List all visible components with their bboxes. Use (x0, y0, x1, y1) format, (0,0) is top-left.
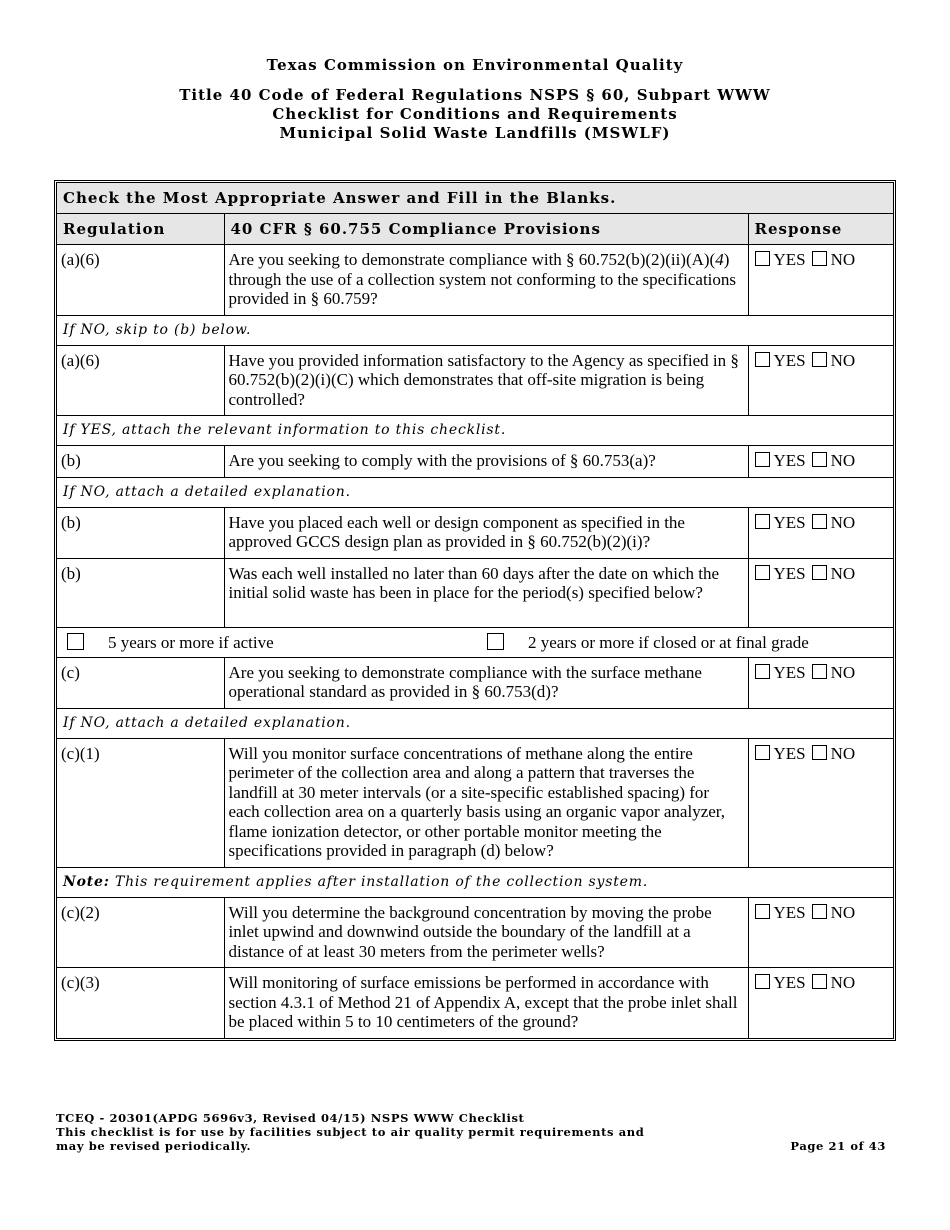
title-line-1: Title 40 Code of Federal Regulations NSPS § 60, Subpart WWW (179, 86, 771, 104)
yes-checkbox[interactable] (755, 904, 770, 919)
response-cell: YES NO (748, 558, 893, 627)
question-cell: Was each well installed no later than 60 days after the date on which the initial solid waste has been in place for the period(s) specified below? (224, 558, 748, 627)
page-number: Page 21 of 43 (790, 1139, 886, 1153)
instruction-text: Check the Most Appropriate Answer and Fill in the Blanks. (57, 183, 893, 214)
note-row (57, 708, 893, 738)
note-row (57, 315, 893, 345)
regulation-cell: (a)(6) (57, 345, 224, 416)
option-active: 5 years or more if active (67, 633, 274, 653)
yes-checkbox[interactable] (755, 565, 770, 580)
note-text: If NO, skip to (b) below. (57, 315, 893, 345)
option-closed-checkbox[interactable] (487, 633, 504, 650)
period-options-cell (57, 627, 893, 657)
no-checkbox[interactable] (812, 565, 827, 580)
col-regulation-header: Regulation (57, 214, 224, 245)
yes-checkbox[interactable] (755, 664, 770, 679)
option-active-checkbox[interactable] (67, 633, 84, 650)
note-text: Note: This requirement applies after installation of the collection system. (57, 867, 893, 897)
regulation-cell: (c)(2) (57, 897, 224, 968)
yes-checkbox[interactable] (755, 974, 770, 989)
title-line-3: Municipal Solid Waste Landfills (MSWLF) (279, 124, 671, 142)
question-cell: Are you seeking to comply with the provisions of § 60.753(a)? (224, 446, 748, 478)
response-cell: YES NO (748, 507, 893, 558)
table-row (57, 897, 893, 968)
response-cell: YES NO (748, 345, 893, 416)
no-checkbox[interactable] (812, 664, 827, 679)
no-checkbox[interactable] (812, 904, 827, 919)
response-cell: YES NO (748, 657, 893, 708)
footer-revision-note: may be revised periodically. (56, 1139, 252, 1153)
checklist-table (54, 180, 896, 1041)
regulation-cell: (c) (57, 657, 224, 708)
table-row (57, 345, 893, 416)
table-row (57, 446, 893, 478)
note-row (57, 477, 893, 507)
no-checkbox[interactable] (812, 514, 827, 529)
table-row (57, 738, 893, 867)
yes-checkbox[interactable] (755, 251, 770, 266)
regulation-cell: (c)(3) (57, 968, 224, 1038)
note-row (57, 867, 893, 897)
question-cell: Have you provided information satisfactory to the Agency as specified in § 60.752(b)(2)(i)(C) which demonstrates that off-site migration is being controlled? (224, 345, 748, 416)
response-cell: YES NO (748, 738, 893, 867)
table-row (57, 558, 893, 627)
note-text: If NO, attach a detailed explanation. (57, 708, 893, 738)
question-cell: Have you placed each well or design component as specified in the approved GCCS design plan as provided in § 60.752(b)(2)(i)? (224, 507, 748, 558)
regulation-cell: (b) (57, 507, 224, 558)
period-options-row (57, 627, 893, 657)
yes-checkbox[interactable] (755, 514, 770, 529)
response-cell: YES NO (748, 245, 893, 316)
regulation-cell: (b) (57, 558, 224, 627)
question-cell: Are you seeking to demonstrate compliance with the surface methane operational standard as provided in § 60.753(d)? (224, 657, 748, 708)
table-row (57, 968, 893, 1038)
no-checkbox[interactable] (812, 452, 827, 467)
no-checkbox[interactable] (812, 352, 827, 367)
table-row (57, 507, 893, 558)
response-cell: YES NO (748, 897, 893, 968)
no-checkbox[interactable] (812, 251, 827, 266)
table-row (57, 245, 893, 316)
note-text: If YES, attach the relevant information to this checklist. (57, 416, 893, 446)
yes-checkbox[interactable] (755, 452, 770, 467)
yes-checkbox[interactable] (755, 745, 770, 760)
note-row (57, 416, 893, 446)
question-cell: Will you determine the background concentration by moving the probe inlet upwind and downwind outside the boundary of the landfill at a distance of at least 30 meters from the perimeter wells? (224, 897, 748, 968)
regulation-cell: (b) (57, 446, 224, 478)
no-checkbox[interactable] (812, 745, 827, 760)
response-cell: YES NO (748, 968, 893, 1038)
note-text: If NO, attach a detailed explanation. (57, 477, 893, 507)
regulation-cell: (a)(6) (57, 245, 224, 316)
note-label: Note: (63, 873, 110, 890)
question-cell: Will you monitor surface concentrations of methane along the entire perimeter of the collection area and along a pattern that traverses the landfill at 30 meter intervals (or a site-specific established spacing) for each collection area on a quarterly basis using an organic vapor analyzer, flame ionization detector, or other portable monitor meeting the specifications provided in paragraph (d) below? (224, 738, 748, 867)
question-cell: Will monitoring of surface emissions be performed in accordance with section 4.3.1 of Method 21 of Appendix A, except that the probe inlet shall be placed within 5 to 10 centimeters of the ground? (224, 968, 748, 1038)
agency-name: Texas Commission on Environmental Quality (266, 56, 684, 74)
yes-checkbox[interactable] (755, 352, 770, 367)
instruction-row (57, 183, 893, 214)
column-header-row (57, 214, 893, 245)
footer-text (56, 1111, 644, 1153)
option-closed: 2 years or more if closed or at final grade (487, 633, 809, 653)
table-row (57, 657, 893, 708)
title-line-2: Checklist for Conditions and Requirements (272, 105, 678, 123)
col-provisions-header: 40 CFR § 60.755 Compliance Provisions (224, 214, 748, 245)
regulation-cell: (c)(1) (57, 738, 224, 867)
response-cell: YES NO (748, 446, 893, 478)
footer-form-id: TCEQ - 20301(APDG 5696v3, Revised 04/15) NSPS WWW Checklist (56, 1111, 525, 1125)
col-response-header: Response (748, 214, 893, 245)
question-cell: Are you seeking to demonstrate compliance with § 60.752(b)(2)(ii)(A)(4) through the use of a collection system not conforming to the specifications provided in § 60.759? (224, 245, 748, 316)
no-checkbox[interactable] (812, 974, 827, 989)
footer-usage-note: This checklist is for use by facilities subject to air quality permit requirements and (56, 1125, 645, 1139)
